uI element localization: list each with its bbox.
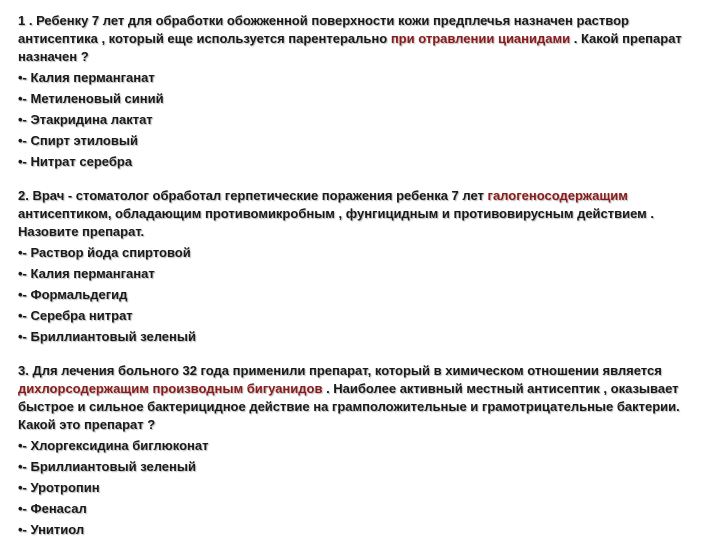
- option-3-1: •- Хлоргексидина биглюконат: [18, 438, 209, 453]
- spacer: [18, 346, 702, 362]
- question-2-options: [18, 244, 702, 346]
- question-1-options: [18, 69, 702, 171]
- option-2-3: •- Формальдегид: [18, 287, 128, 302]
- option-2-4: •- Серебра нитрат: [18, 308, 133, 323]
- option-3-2: •- Бриллиантовый зеленый: [18, 459, 196, 474]
- question-3-options: [18, 437, 702, 539]
- option-1-4: •- Спирт этиловый: [18, 133, 138, 148]
- option-1-1: •- Калия перманганат: [18, 70, 155, 85]
- question-2-highlight: галогеносодержащим: [487, 188, 628, 203]
- option-1-3: •- Этакридина лактат: [18, 112, 153, 127]
- question-3-text-after: . Наиболее активный местный антисептик , оказывает быстрое и сильное бактерицидное действие на грамположительные и грамотрицательные бактерии. Какой это препарат ?: [18, 381, 680, 432]
- question-2: [18, 187, 702, 241]
- question-1-highlight: при отравлении цианидами: [390, 31, 571, 46]
- question-3-text-before: 3. Для лечения больного 32 года применили препарат, который в химическом отношении является: [18, 363, 662, 378]
- option-3-5: •- Унитиол: [18, 522, 85, 537]
- option-3-3: •- Уротропин: [18, 480, 100, 495]
- question-3-highlight: дихлорсодержащим производным бигуанидов: [18, 381, 323, 396]
- question-1-text-before: 1 . Ребенку 7 лет для обработки обожженной поверхности кожи предплечья назначен раствор антисептика , который еще используется парентерально: [18, 13, 629, 46]
- question-1: [18, 12, 702, 66]
- option-2-5: •- Бриллиантовый зеленый: [18, 329, 196, 344]
- question-3: [18, 362, 702, 434]
- question-2-text-before: 2. Врач - стоматолог обработал герпетические поражения ребенка 7 лет: [18, 188, 488, 203]
- question-2-text-after: антисептиком, обладающим противомикробным , фунгицидным и противовирусным действием . Назовите препарат.: [18, 206, 655, 239]
- option-1-2: •- Метиленовый синий: [18, 91, 164, 106]
- option-2-1: •- Раствор йода спиртовой: [18, 245, 191, 260]
- question-1-text-after: . Какой препарат назначен ?: [18, 31, 682, 64]
- option-1-5: •- Нитрат серебра: [18, 154, 133, 169]
- option-3-4: •- Фенасал: [18, 501, 87, 516]
- question-3-text: [18, 362, 702, 434]
- question-2-text: [18, 187, 702, 241]
- spacer: [18, 171, 702, 187]
- option-2-2: •- Калия перманганат: [18, 266, 155, 281]
- question-1-text: [18, 12, 702, 66]
